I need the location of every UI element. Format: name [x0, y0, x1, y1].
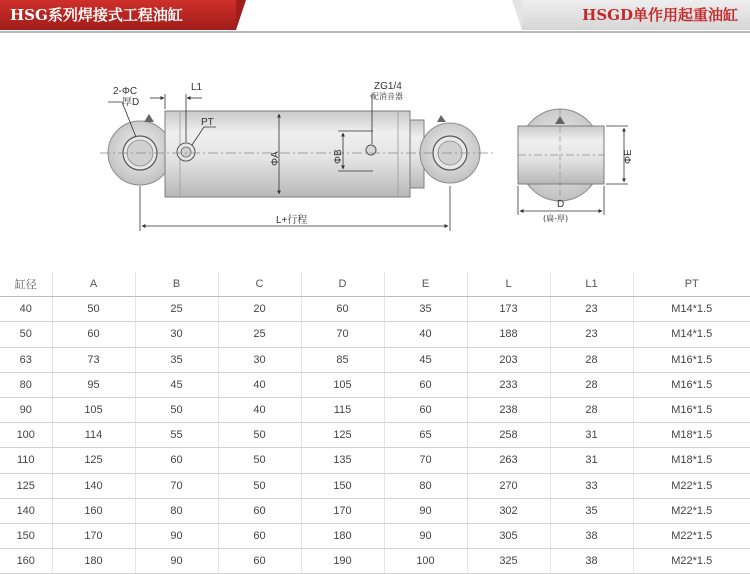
table-cell: 90: [135, 523, 218, 548]
table-cell: 100: [0, 423, 52, 448]
table-cell: 100: [384, 549, 467, 574]
table-cell: 302: [467, 498, 550, 523]
table-cell: 60: [384, 397, 467, 422]
table-cell: M22*1.5: [633, 473, 750, 498]
table-cell: M18*1.5: [633, 448, 750, 473]
table-cell: 258: [467, 423, 550, 448]
table-cell: 63: [0, 347, 52, 372]
label-thick-d: 厚D: [122, 97, 140, 108]
table-cell: 28: [550, 347, 633, 372]
table-cell: 90: [135, 549, 218, 574]
table-cell: 40: [384, 322, 467, 347]
col-header-c: C: [218, 272, 301, 297]
right-series-title: HSGD单作用起重油缸: [522, 0, 750, 30]
table-cell: 60: [218, 523, 301, 548]
col-header-d: D: [301, 272, 384, 297]
table-cell: M14*1.5: [633, 297, 750, 322]
table-cell: M16*1.5: [633, 372, 750, 397]
label-phi-e: ΦE: [623, 149, 634, 164]
table-cell: 80: [0, 372, 52, 397]
table-cell: 20: [218, 297, 301, 322]
table-cell: 135: [301, 448, 384, 473]
table-cell: 70: [135, 473, 218, 498]
label-l1: L1: [191, 82, 203, 93]
table-cell: 25: [218, 322, 301, 347]
table-cell: 55: [135, 423, 218, 448]
label-d: D: [557, 199, 565, 210]
label-l-plus-stroke: L+行程: [276, 215, 308, 226]
table-cell: M22*1.5: [633, 523, 750, 548]
col-header-a: A: [52, 272, 135, 297]
table-cell: 263: [467, 448, 550, 473]
table-cell: M22*1.5: [633, 549, 750, 574]
table-cell: 160: [0, 549, 52, 574]
label-silencer: 配消音器: [371, 92, 403, 101]
label-zg-port: ZG1/4: [374, 81, 402, 92]
table-cell: 23: [550, 322, 633, 347]
table-cell: 150: [0, 523, 52, 548]
table-cell: 150: [301, 473, 384, 498]
col-header-bore: 缸径: [0, 272, 52, 297]
table-cell: 35: [135, 347, 218, 372]
table-row: [0, 347, 750, 372]
col-header-l: L: [467, 272, 550, 297]
table-cell: 30: [135, 322, 218, 347]
table-cell: 23: [550, 297, 633, 322]
table-cell: 80: [135, 498, 218, 523]
table-cell: 60: [52, 322, 135, 347]
label-phi-b: ΦB: [333, 149, 344, 164]
table-cell: 31: [550, 423, 633, 448]
table-cell: 50: [135, 397, 218, 422]
table-cell: 60: [218, 549, 301, 574]
table-cell: 90: [384, 523, 467, 548]
table-row: [0, 448, 750, 473]
table-cell: 173: [467, 297, 550, 322]
table-cell: 60: [301, 297, 384, 322]
table-cell: 160: [52, 498, 135, 523]
table-cell: 73: [52, 347, 135, 372]
table-cell: 180: [52, 549, 135, 574]
table-cell: 170: [301, 498, 384, 523]
col-header-b: B: [135, 272, 218, 297]
table-cell: 125: [0, 473, 52, 498]
table-cell: 50: [0, 322, 52, 347]
table-cell: 60: [135, 448, 218, 473]
cylinder-drawing-svg: [0, 34, 750, 270]
label-2-phi-c: 2-ΦC: [113, 86, 138, 97]
table-cell: 114: [52, 423, 135, 448]
table-header-row: [0, 272, 750, 297]
table-row: [0, 322, 750, 347]
table-cell: 110: [0, 448, 52, 473]
table-row: [0, 498, 750, 523]
table-cell: 35: [384, 297, 467, 322]
table-cell: 60: [218, 498, 301, 523]
label-phi-a: ΦA: [270, 151, 281, 166]
table-cell: 180: [301, 523, 384, 548]
table-row: [0, 523, 750, 548]
table-cell: 40: [218, 372, 301, 397]
table-cell: 38: [550, 523, 633, 548]
table-cell: 125: [52, 448, 135, 473]
table-row: [0, 549, 750, 574]
table-cell: 95: [52, 372, 135, 397]
technical-drawing: [0, 34, 750, 270]
table-cell: 190: [301, 549, 384, 574]
table-body: [0, 297, 750, 574]
table-cell: 80: [384, 473, 467, 498]
table-cell: 31: [550, 448, 633, 473]
table-cell: 270: [467, 473, 550, 498]
table-cell: 28: [550, 372, 633, 397]
table-cell: 50: [52, 297, 135, 322]
table-cell: 170: [52, 523, 135, 548]
table-cell: 30: [218, 347, 301, 372]
label-pt: PT: [201, 117, 214, 128]
table-row: [0, 473, 750, 498]
label-flat-thick: (扁-厚): [543, 214, 569, 223]
table-cell: M16*1.5: [633, 347, 750, 372]
table-cell: 85: [301, 347, 384, 372]
header-band: [0, 0, 750, 33]
table-cell: 90: [0, 397, 52, 422]
table-cell: 140: [0, 498, 52, 523]
right-eye-mount: [420, 115, 480, 183]
table-row: [0, 423, 750, 448]
table-cell: 50: [218, 448, 301, 473]
table-cell: 325: [467, 549, 550, 574]
table-cell: 233: [467, 372, 550, 397]
header-divider: [0, 31, 750, 33]
table-cell: 188: [467, 322, 550, 347]
table-cell: 50: [218, 473, 301, 498]
table-cell: 105: [301, 372, 384, 397]
table-cell: 40: [0, 297, 52, 322]
table-cell: 28: [550, 397, 633, 422]
table-row: [0, 397, 750, 422]
table-cell: 33: [550, 473, 633, 498]
table-cell: 105: [52, 397, 135, 422]
table-cell: 115: [301, 397, 384, 422]
col-header-pt: PT: [633, 272, 750, 297]
spec-table: [0, 272, 750, 574]
col-header-l1: L1: [550, 272, 633, 297]
table-cell: 40: [218, 397, 301, 422]
table-cell: 238: [467, 397, 550, 422]
table-cell: 50: [218, 423, 301, 448]
table-cell: 140: [52, 473, 135, 498]
table-cell: 125: [301, 423, 384, 448]
table-cell: M22*1.5: [633, 498, 750, 523]
table-row: [0, 372, 750, 397]
table-cell: 203: [467, 347, 550, 372]
table-cell: 35: [550, 498, 633, 523]
end-view: [518, 109, 604, 201]
table-cell: 45: [384, 347, 467, 372]
table-cell: 25: [135, 297, 218, 322]
col-header-e: E: [384, 272, 467, 297]
table-cell: 45: [135, 372, 218, 397]
table-cell: 70: [301, 322, 384, 347]
table-cell: M18*1.5: [633, 423, 750, 448]
table-cell: 38: [550, 549, 633, 574]
table-cell: M16*1.5: [633, 397, 750, 422]
table-cell: 65: [384, 423, 467, 448]
table-row: [0, 297, 750, 322]
left-series-title: HSG系列焊接式工程油缸: [0, 0, 236, 30]
table-cell: 70: [384, 448, 467, 473]
table-cell: 305: [467, 523, 550, 548]
table-cell: 60: [384, 372, 467, 397]
table-cell: 90: [384, 498, 467, 523]
left-eye-mount: [108, 114, 172, 185]
table-cell: M14*1.5: [633, 322, 750, 347]
